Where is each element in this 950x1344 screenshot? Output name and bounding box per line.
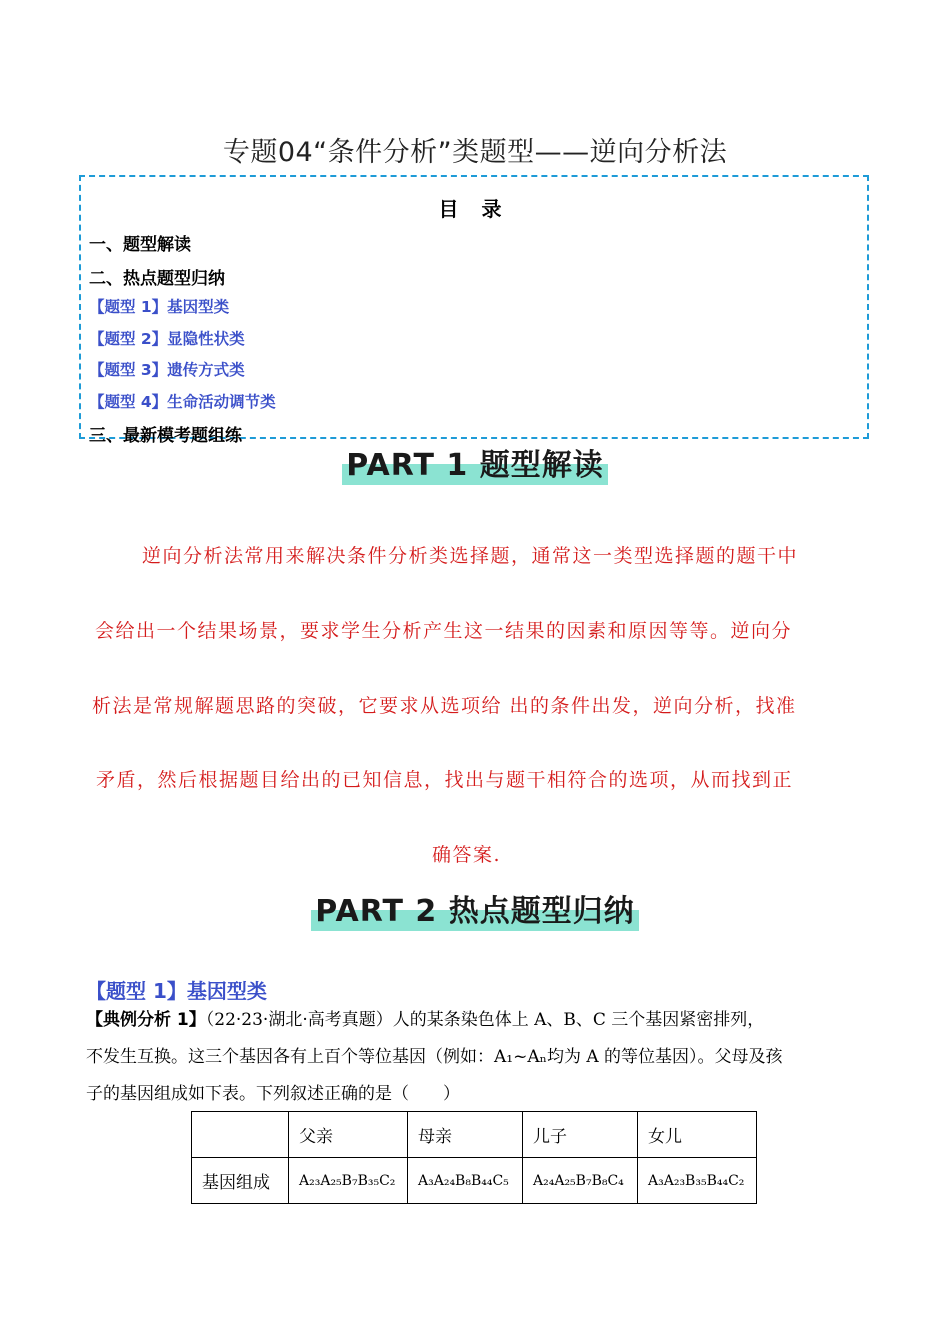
gene-daughter: A₃A₂₃B₃₅B₄₄C₂ [638,1158,757,1204]
example-line-2: 不发生互换。这三个基因各有上百个等位基因（例如：A₁~Aₙ均为 A 的等位基因）。父母及孩 [86,1047,783,1067]
page-title: 专题04“条件分析”类题型——逆向分析法 [222,137,728,168]
intro-line-5: 确答案. [432,844,502,866]
toc-heading: 目 录 [438,197,510,221]
type1-heading: 【题型 1】基因型类 [86,979,267,1003]
toc-item-2[interactable]: 二、热点题型归纳 [89,269,225,289]
header-cell-son: 儿子 [523,1112,638,1158]
toc-item-1[interactable]: 一、题型解读 [89,235,191,255]
part2-title: PART 2 热点题型归纳 [311,893,638,931]
gene-son: A₂₄A₂₅B₇B₈C₄ [523,1158,638,1204]
intro-line-1: 逆向分析法常用来解决条件分析类选择题，通常这一类型选择题的题干中 [142,545,799,567]
intro-line-3: 析法是常规解题思路的突破，它要求从选项给 出的条件出发，逆向分析，找准 [92,695,797,717]
gene-mother: A₃A₂₄B₈B₄₄C₅ [408,1158,523,1204]
example-text-1: （22·23·湖北·高考真题）人的某条染色体上 A、B、C 三个基因紧密排列， [205,1010,765,1030]
gene-table-header [192,1112,757,1158]
example-line-1 [86,1005,764,1030]
toc-item-type-3[interactable]: 【题型 3】遗传方式类 [89,361,245,379]
table-of-contents [79,175,869,446]
intro-line-2: 会给出一个结果场景，要求学生分析产生这一结果的因素和原因等等。逆向分 [95,620,793,642]
header-cell-mother: 母亲 [408,1112,523,1158]
part1-banner [0,447,950,485]
gene-father: A₂₃A₂₅B₇B₃₅C₂ [289,1158,408,1204]
gene-table-row [192,1158,757,1204]
toc-item-type-2[interactable]: 【题型 2】显隐性状类 [89,330,245,348]
example-line-3: 子的基因组成如下表。下列叙述正确的是（ ） [86,1084,460,1104]
part1-title: PART 1 题型解读 [342,447,607,485]
toc-item-3[interactable]: 三、最新模考题组练 [89,426,242,446]
part2-banner [0,893,950,931]
example-label: 【典例分析 1】 [86,1010,206,1030]
toc-item-type-4[interactable]: 【题型 4】生命活动调节类 [89,393,276,411]
header-cell-father: 父亲 [289,1112,408,1158]
header-cell-daughter: 女儿 [638,1112,757,1158]
row-label: 基因组成 [192,1158,289,1204]
header-cell-empty [192,1112,289,1158]
toc-item-type-1[interactable]: 【题型 1】基因型类 [89,298,230,316]
gene-table [191,1111,757,1204]
intro-line-4: 矛盾，然后根据题目给出的已知信息，找出与题干相符合的选项，从而找到正 [96,769,794,791]
